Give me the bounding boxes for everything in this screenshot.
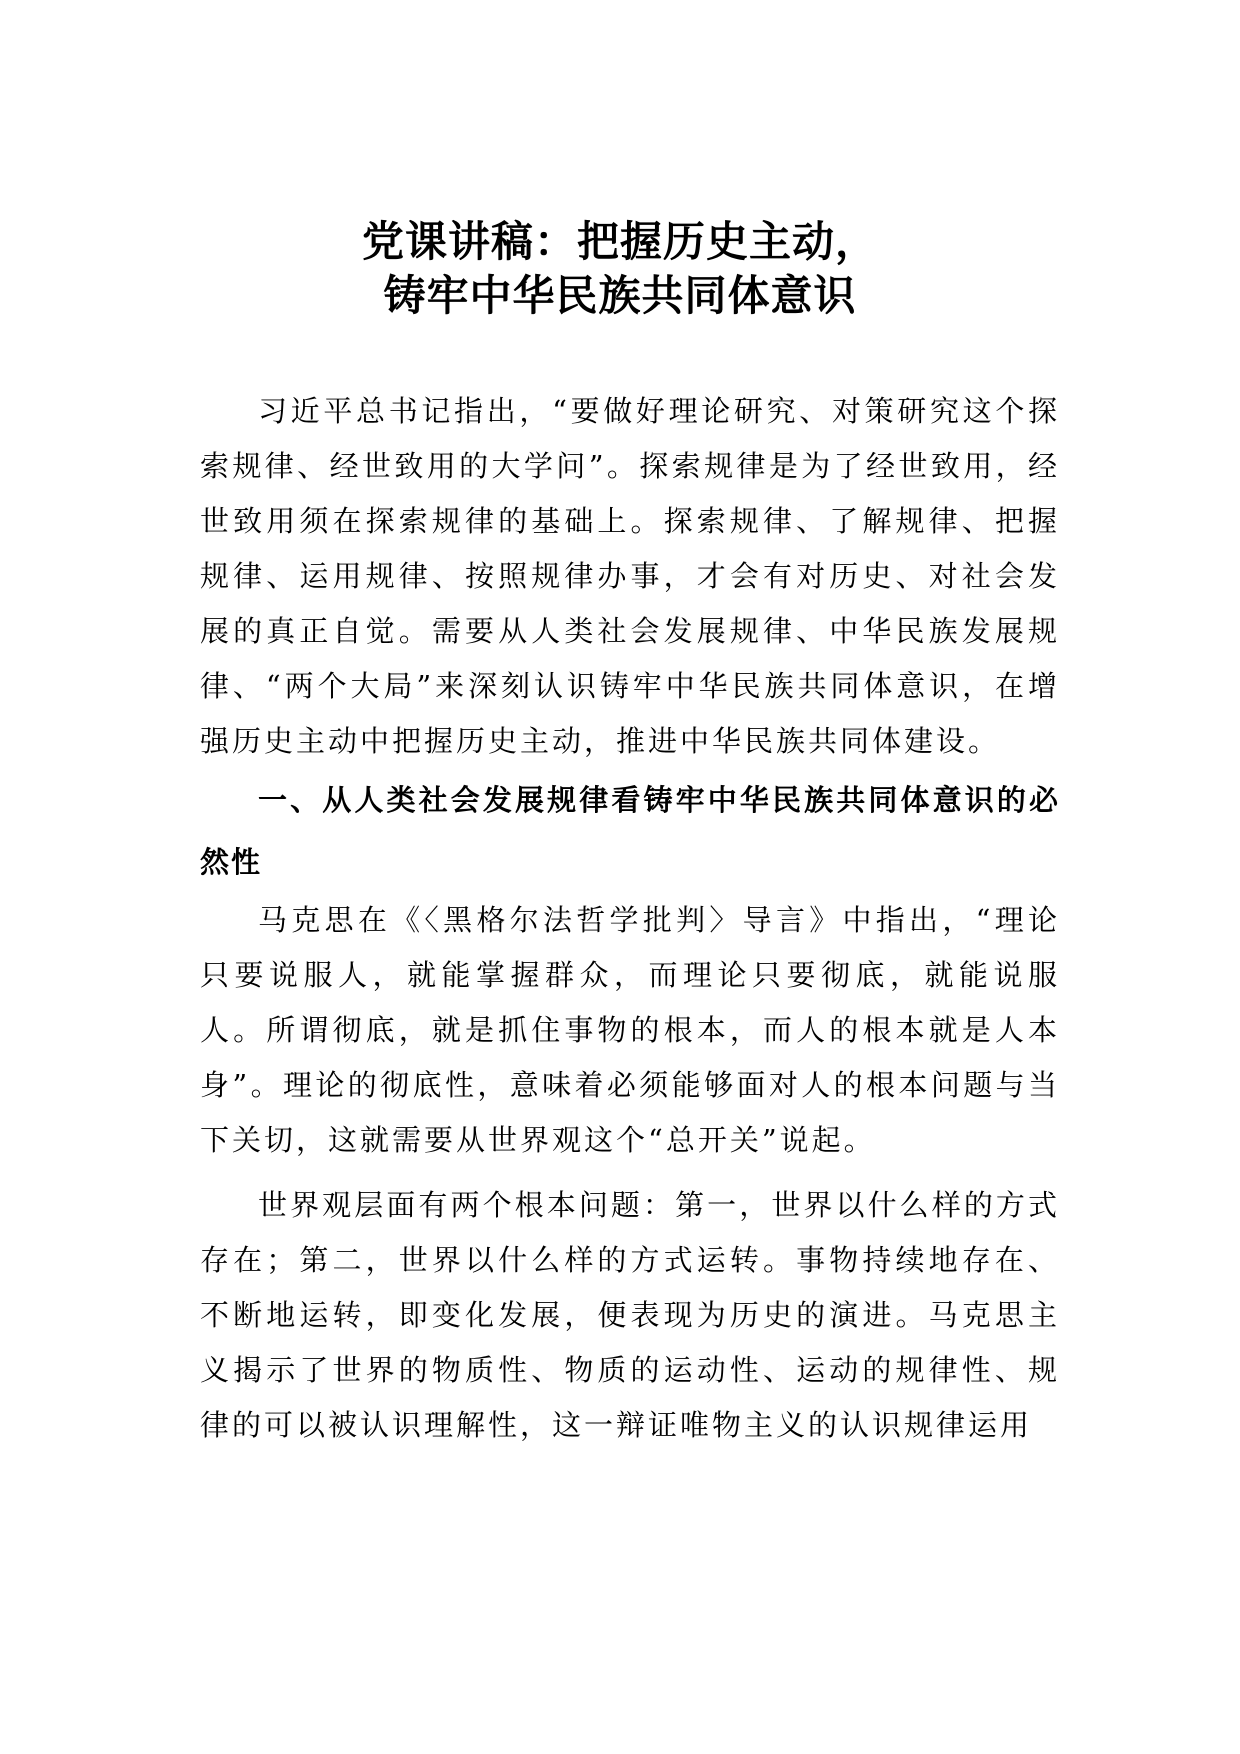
- title-line-2: 铸牢中华民族共同体意识: [383, 271, 857, 320]
- document-body: [200, 384, 1060, 1453]
- paragraph-marx-quote: 马克思在《〈黑格尔法哲学批判〉导言》中指出，“理论只要说服人，就能掌握群众，而理论只要彻底，就能说服人。所谓彻底，就是抓住事物的根本，而人的根本就是人本身”。理论的彻底性，意味着必须能够面对人的根本问题与当下关切，这就需要从世界观这个“总开关”说起。: [200, 903, 1060, 1157]
- paragraph-worldview: 世界观层面有两个根本问题：第一，世界以什么样的方式存在；第二，世界以什么样的方式运转。事物持续地存在、不断地运转，即变化发展，便表现为历史的演进。马克思主义揭示了世界的物质性、物质的运动性、运动的规律性、规律的可以被认识理解性，这一辩证唯物主义的认识规律运用: [200, 1188, 1060, 1442]
- section-heading-1: 一、从人类社会发展规律看铸牢中华民族共同体意识的必然性: [200, 783, 1060, 879]
- document-title: [200, 215, 1040, 323]
- paragraph-intro: 习近平总书记指出，“要做好理论研究、对策研究这个探索规律、经世致用的大学问”。探索规律是为了经世致用，经世致用须在探索规律的基础上。探索规律、了解规律、把握规律、运用规律、按照规律办事，才会有对历史、对社会发展的真正自觉。需要从人类社会发展规律、中华民族发展规律、“两个大局”来深刻认识铸牢中华民族共同体意识，在增强历史主动中把握历史主动，推进中华民族共同体建设。: [200, 394, 1060, 758]
- title-line-1: 党课讲稿：把握历史主动，: [361, 217, 878, 266]
